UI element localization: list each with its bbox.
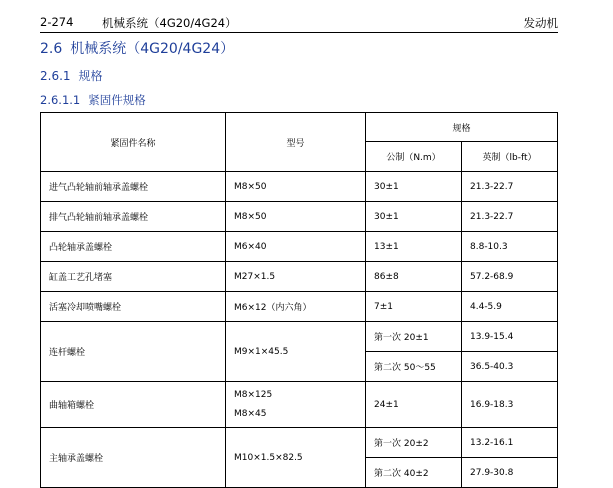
page-header — [40, 10, 558, 33]
heading-level-2 — [40, 67, 111, 84]
fastener-model: M6×40 — [226, 232, 366, 262]
fastener-name: 缸盖工艺孔堵塞 — [41, 262, 226, 292]
torque-imperial-step-1: 13.9-15.4 — [462, 322, 558, 352]
table-row — [41, 262, 558, 292]
torque-metric-step-1: 第一次 20±1 — [366, 322, 462, 352]
fastener-model-cell — [226, 382, 366, 428]
page-number: 2-274 — [40, 15, 74, 29]
fastener-model: M8×50 — [226, 202, 366, 232]
fastener-spec-table — [40, 112, 558, 488]
torque-imperial: 8.8-10.3 — [462, 232, 558, 262]
torque-metric: 30±1 — [366, 202, 462, 232]
table-row — [41, 292, 558, 322]
torque-metric: 13±1 — [366, 232, 462, 262]
fastener-name: 主轴承盖螺栓 — [41, 428, 226, 488]
table-header-row — [41, 113, 558, 142]
fastener-name: 凸轮轴承盖螺栓 — [41, 232, 226, 262]
table-row — [41, 172, 558, 202]
torque-metric: 86±8 — [366, 262, 462, 292]
fastener-name: 活塞冷却喷嘴螺栓 — [41, 292, 226, 322]
heading-2-text: 规格 — [78, 69, 103, 83]
torque-imperial: 21.3-22.7 — [462, 202, 558, 232]
torque-imperial-step-2: 27.9-30.8 — [462, 458, 558, 488]
fastener-model: M9×1×45.5 — [226, 322, 366, 382]
fastener-name: 曲轴箱螺栓 — [41, 382, 226, 428]
torque-metric: 7±1 — [366, 292, 462, 322]
fastener-model: M6×12（内六角） — [226, 292, 366, 322]
fastener-name: 连杆螺栓 — [41, 322, 226, 382]
header-imperial: 英制（lb-ft） — [462, 142, 558, 172]
fastener-model-line-2: M8×45 — [234, 408, 267, 419]
torque-imperial: 4.4-5.9 — [462, 292, 558, 322]
heading-1-number: 2.6 — [40, 41, 63, 57]
heading-1-text: 机械系统（4G20/4G24） — [70, 41, 235, 57]
torque-metric-step-2: 第二次 40±2 — [366, 458, 462, 488]
chapter-title: 机械系统（4G20/4G24） — [102, 16, 237, 30]
table-row — [41, 428, 558, 458]
torque-imperial-step-2: 36.5-40.3 — [462, 352, 558, 382]
heading-level-1 — [40, 38, 242, 58]
fastener-model: M27×1.5 — [226, 262, 366, 292]
header-metric: 公制（N.m） — [366, 142, 462, 172]
table-row — [41, 322, 558, 352]
header-model: 型号 — [226, 113, 366, 172]
heading-3-number: 2.6.1.1 — [40, 93, 81, 107]
section-title: 发动机 — [523, 16, 558, 30]
fastener-model-line-1: M8×125 — [234, 389, 273, 400]
heading-3-text: 紧固件规格 — [88, 93, 146, 107]
fastener-name: 进气凸轮轴前轴承盖螺栓 — [41, 172, 226, 202]
torque-imperial: 16.9-18.3 — [462, 382, 558, 428]
table-row — [41, 202, 558, 232]
fastener-name: 排气凸轮轴前轴承盖螺栓 — [41, 202, 226, 232]
heading-level-3 — [40, 92, 154, 108]
torque-imperial-step-1: 13.2-16.1 — [462, 428, 558, 458]
torque-metric: 24±1 — [366, 382, 462, 428]
header-spec: 规格 — [366, 113, 558, 142]
table-row — [41, 382, 558, 428]
fastener-model: M8×50 — [226, 172, 366, 202]
torque-metric-step-1: 第一次 20±2 — [366, 428, 462, 458]
table-row — [41, 232, 558, 262]
torque-imperial: 57.2-68.9 — [462, 262, 558, 292]
torque-metric: 30±1 — [366, 172, 462, 202]
header-fastener-name: 紧固件名称 — [41, 113, 226, 172]
heading-2-number: 2.6.1 — [40, 69, 71, 83]
fastener-model: M10×1.5×82.5 — [226, 428, 366, 488]
torque-imperial: 21.3-22.7 — [462, 172, 558, 202]
torque-metric-step-2: 第二次 50～55 — [366, 352, 462, 382]
